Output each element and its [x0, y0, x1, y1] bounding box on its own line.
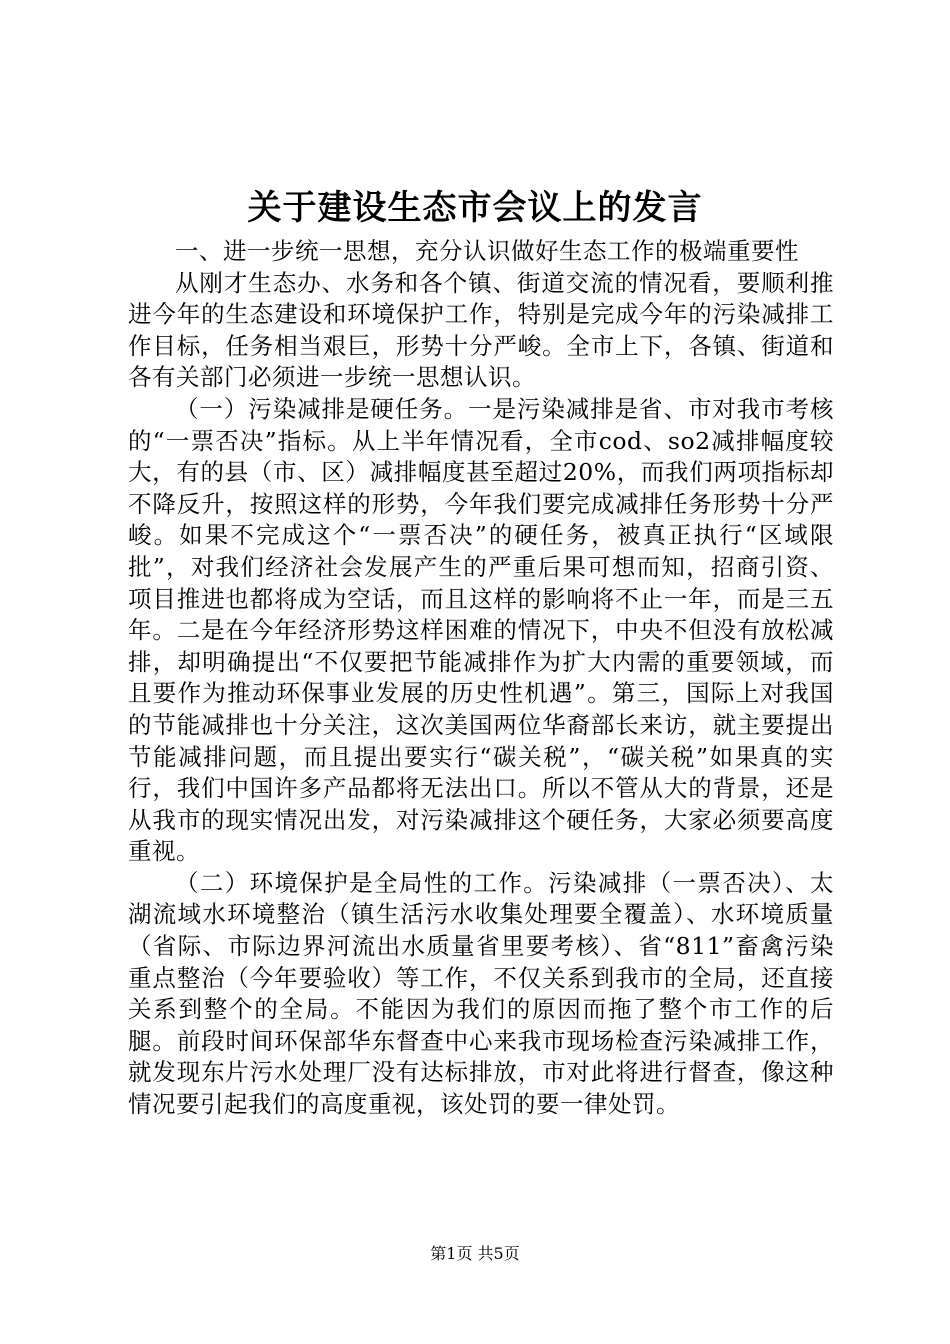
document-title: 关于建设生态市会议上的发言: [247, 188, 703, 228]
page-indicator: 第1页 共5页: [430, 1244, 520, 1263]
document-body: [128, 236, 834, 1121]
body-paragraph: （二）环境保护是全局性的工作。污染减排（一票否决）、太湖流域水环境整治（镇生活污水收集处理要全覆盖）、水环境质量（省际、市际边界河流出水质量省里要考核）、省“811”畜禽污染重点整治（今年要验收）等工作，不仅关系到我市的全局，还直接关系到整个的全局。不能因为我们的原因而拖了整个市工作的后腿。前段时间环保部华东督查中心来我市现场检查污染减排工作，就发现东片污水处理厂没有达标排放，市对此将进行督查，像这种情况要引起我们的高度重视，该处罚的要一律处罚。: [128, 868, 834, 1119]
body-paragraph: 从刚才生态办、水务和各个镇、街道交流的情况看，要顺利推进今年的生态建设和环境保护工作，特别是完成今年的污染减排工作目标，任务相当艰巨，形势十分严峻。全市上下，各镇、街道和各有关部门必须进一步统一思想认识。: [128, 268, 834, 392]
section-heading: 一、进一步统一思想，充分认识做好生态工作的极端重要性: [175, 237, 799, 265]
body-paragraph: （一）污染减排是硬任务。一是污染减排是省、市对我市考核的“一票否决”指标。从上半年情况看，全市cod、so2减排幅度较大，有的县（市、区）减排幅度甚至超过20%，而我们两项指标却不降反升，按照这样的形势，今年我们要完成减排任务形势十分严峻。如果不完成这个“一票否决”的硬任务，被真正执行“区域限批”，对我们经济社会发展产生的严重后果可想而知，招商引资、项目推进也都将成为空话，而且这样的影响将不止一年，而是三五年。二是在今年经济形势这样困难的情况下，中央不但没有放松减排，却明确提出“不仅要把节能减排作为扩大内需的重要领域，而且要作为推动环保事业发展的历史性机遇”。第三，国际上对我国的节能减排也十分关注，这次美国两位华裔部长来访，就主要提出节能减排问题，而且提出要实行“碳关税”，“碳关税”如果真的实行，我们中国许多产品都将无法出口。所以不管从大的背景，还是从我市的现实情况出发，对污染减排这个硬任务，大家必须要高度重视。: [128, 394, 834, 866]
